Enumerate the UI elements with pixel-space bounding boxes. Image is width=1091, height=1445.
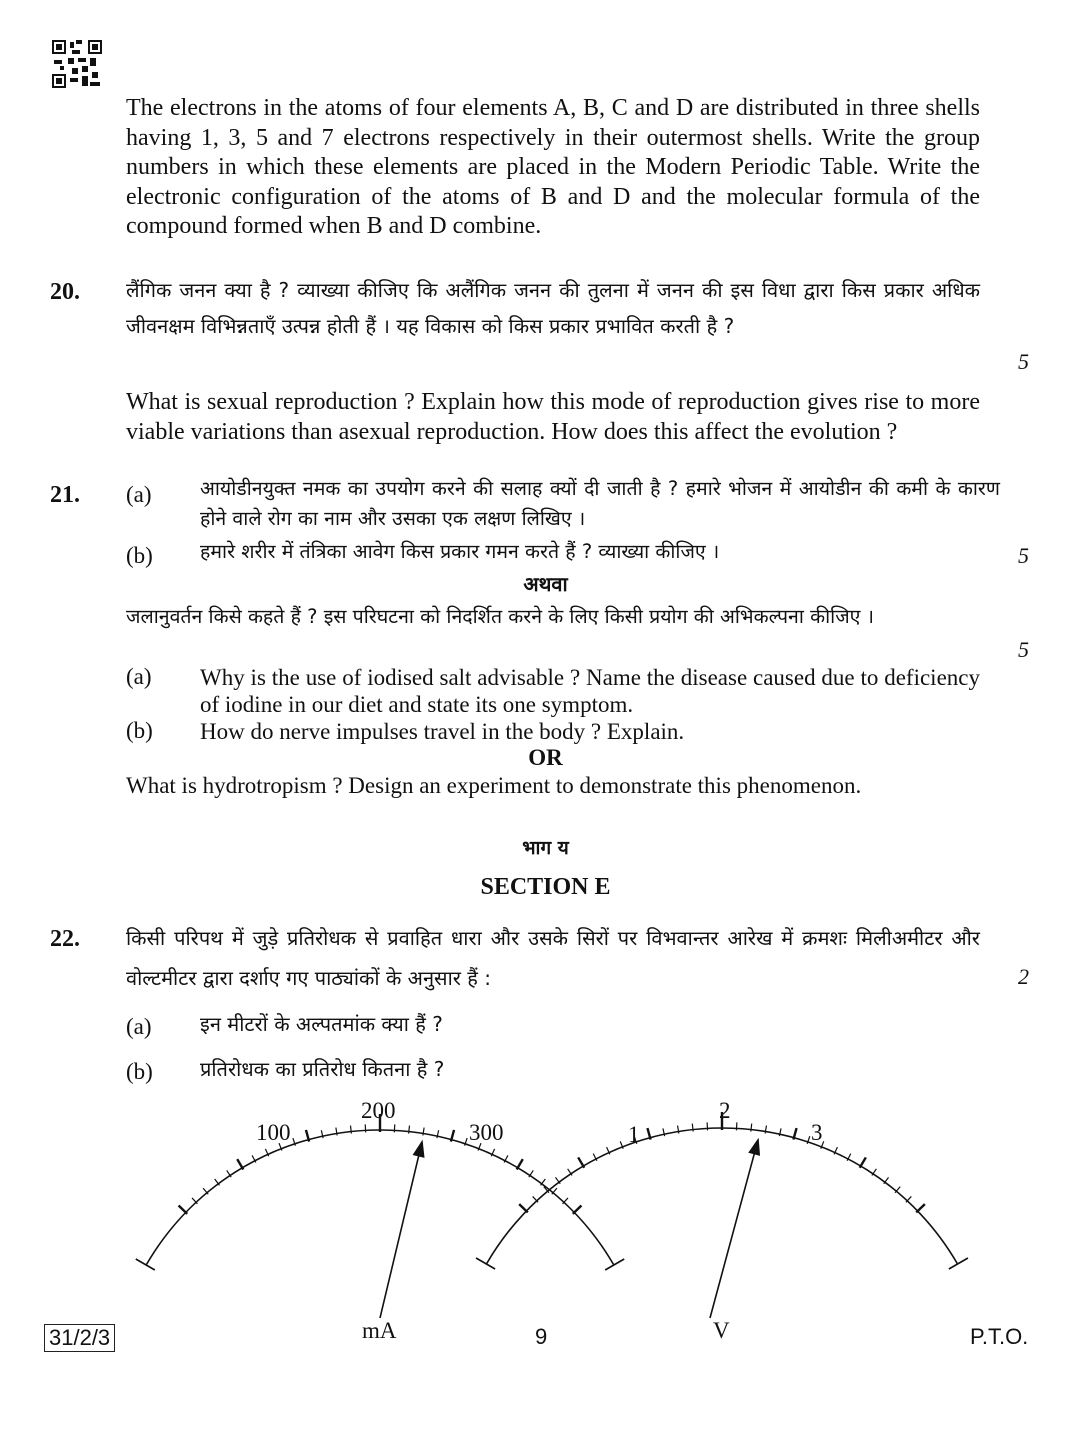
voltmeter-tick [860,1157,866,1167]
voltmeter-tick [519,1204,528,1212]
ammeter-end-mark [136,1259,155,1270]
q22-number: 22. [50,926,80,952]
meter-diagrams [0,1090,1091,1350]
q21-or-marks: 5 [1018,637,1029,662]
ammeter-diagram [136,1114,624,1318]
q21-a-label-english: (a) [126,664,152,689]
q21-a-hindi-text: आयोडीनयुक्त नमक का उपयोग करने की सलाह क्यों दी जाती है ? हमारे भोजन में आयोडीन की कमी के कारण होने वाले रोग का नाम और उसका एक लक्षण लिखिए । [200,477,1000,530]
pto-label: P.T.O. [970,1324,1029,1349]
q21-a-label-hindi: (a) [126,482,152,507]
ammeter-scale-arc [146,1130,614,1265]
voltmeter-end-mark [476,1258,495,1269]
voltmeter-tick [578,1157,584,1167]
ammeter-label-low: 100 [256,1120,291,1145]
qr-code-icon [52,40,102,88]
voltmeter-tick [751,1124,752,1132]
q21-marks: 5 [1018,543,1029,568]
q20-number: 20. [50,279,80,305]
ammeter-tick [409,1126,410,1134]
q21-b-english-text: How do nerve impulses travel in the body ? Explain. [200,719,685,744]
q22-marks: 2 [1018,964,1029,989]
ammeter-label-mid: 200 [361,1098,396,1123]
voltmeter-label-low: 1 [628,1122,640,1147]
ammeter-tick [423,1128,424,1136]
q22-hindi-text: किसी परिपथ में जुड़े प्रतिरोधक से प्रवाहित धारा और उसके सिरों पर विभवान्तर आरेख में क्रमशः मिलीअमीटर और वोल्टमीटर द्वारा दर्शाए गए पाठ्यांकों के अनुसार हैं : [126,926,980,990]
q22-a-text: इन मीटरों के अल्पतमांक क्या हैं ? [200,1012,443,1036]
ammeter-label-high: 300 [469,1120,504,1145]
ammeter-pointer [380,1142,422,1318]
page-number: 9 [535,1324,548,1349]
voltmeter-tick [678,1126,679,1134]
q21-a-english-text: Why is the use of iodised salt advisable ? Name the disease caused due to deficiency of iodine in our diet and state its one symptom. [200,665,980,717]
paper-code: 31/2/3 [44,1324,115,1352]
q21-or-english-text: What is hydrotropism ? Design an experiment to demonstrate this phenomenon. [126,773,862,798]
voltmeter-tick [692,1124,693,1132]
ammeter-tick [179,1205,188,1213]
q21-b-label-english: (b) [126,718,153,743]
q21-b-label-hindi: (b) [126,543,153,568]
q21-or-hindi-text: जलानुवर्तन किसे कहते हैं ? इस परिघटना को निदर्शित करने के लिए किसी प्रयोग की अभिकल्पना कीजिए । [126,605,875,628]
q21-b-hindi-text: हमारे शरीर में तंत्रिका आवेग किस प्रकार गमन करते हैं ? व्याख्या कीजिए । [200,540,720,563]
q20-hindi-text: लैंगिक जनन क्या है ? व्याख्या कीजिए कि अलैंगिक जनन की तुलना में जनन की इस विधा द्वारा किस प्रकार अधिक जीवनक्षम विभिन्नताएँ उत्पन्न होती हैं । यह विकास को किस प्रकार प्रभावित करती है ? [126,278,980,338]
section-hindi-heading: भाग य [522,837,569,859]
ammeter-tick [573,1205,582,1213]
q22-b-label: (b) [126,1059,153,1084]
q20-english-text: What is sexual reproduction ? Explain how this mode of reproduction gives rise to more viable variations than asexual reproduction. How does this affect the evolution ? [126,389,980,445]
q22-b-text: प्रतिरोधक का प्रतिरोध कितना है ? [200,1057,445,1081]
voltmeter-label-mid: 2 [719,1098,731,1123]
ammeter-end-mark [605,1259,624,1270]
voltmeter-diagram [476,1112,968,1318]
ammeter-tick [237,1159,243,1169]
q20-marks: 5 [1018,349,1029,374]
ammeter-tick [336,1128,337,1136]
voltmeter-end-mark [949,1258,968,1269]
voltmeter-unit: V [713,1318,730,1343]
q19-or-english-text: The electrons in the atoms of four elements A, B, C and D are distributed in three shells having 1, 3, 5 and 7 electrons respectively in their outermost shells. Write the group numbers in which these elements are placed in the Modern Periodic Table. Write the electronic configuration of the atoms of B and D and the molecular formula of the compound formed when B and D combine. [126,95,980,239]
q22-a-label: (a) [126,1014,152,1039]
voltmeter-label-high: 3 [811,1120,823,1145]
ammeter-tick [351,1126,352,1134]
ammeter-pointer-arrowhead [414,1142,424,1157]
voltmeter-tick [916,1204,925,1212]
section-english-heading: SECTION E [480,874,611,900]
or-english-label: OR [528,745,563,770]
q21-number: 21. [50,482,80,508]
ammeter-unit: mA [362,1318,397,1343]
voltmeter-pointer-arrowhead [750,1140,760,1155]
or-hindi-label: अथवा [523,572,568,596]
voltmeter-tick [765,1126,766,1134]
ammeter-tick [517,1159,523,1169]
voltmeter-pointer [710,1140,758,1318]
